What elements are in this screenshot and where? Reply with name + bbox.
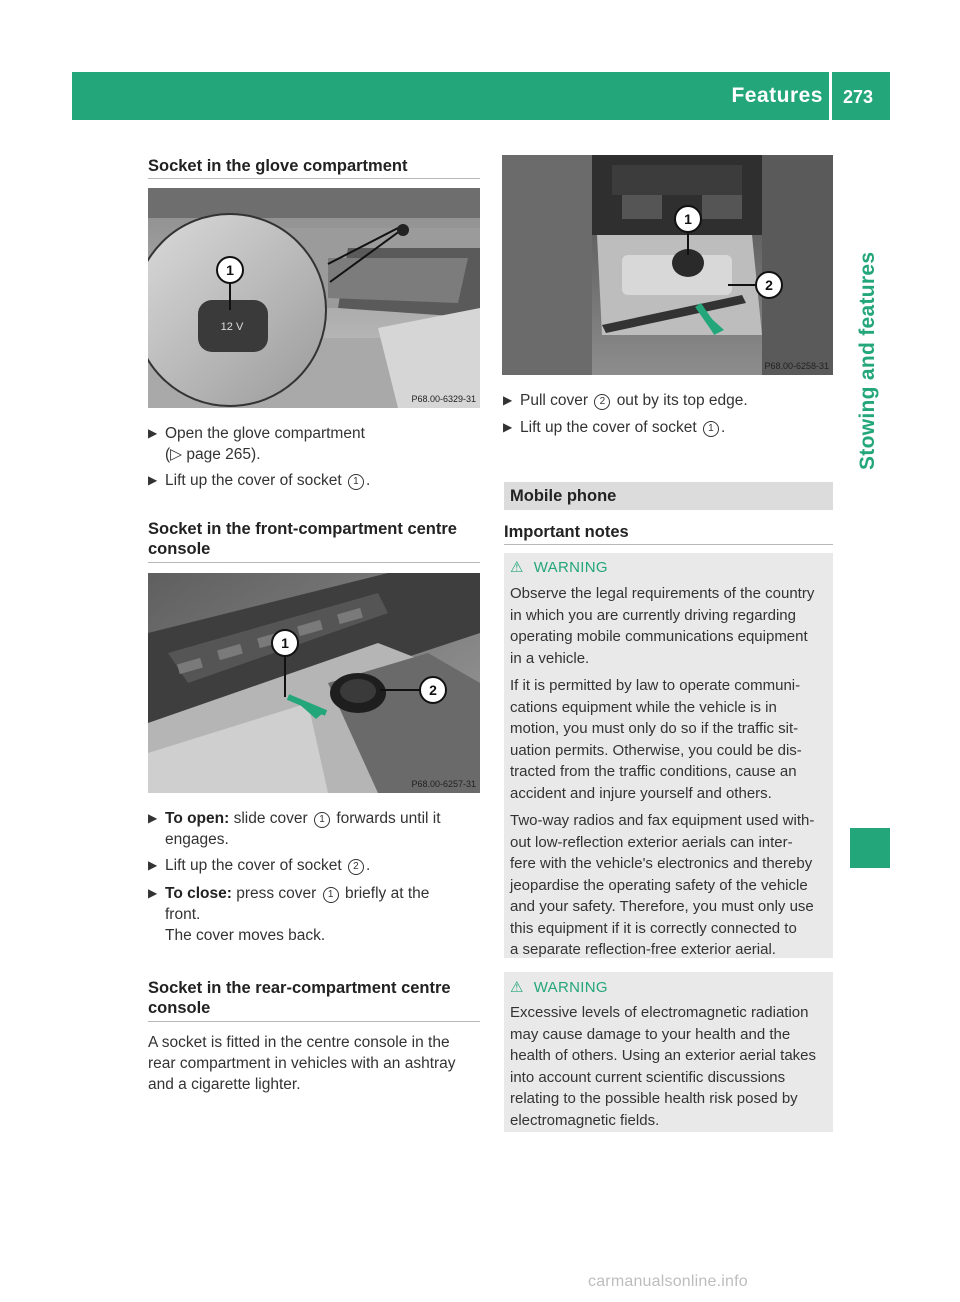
warning-line: health of others. Using an exterior aerial takes bbox=[510, 1047, 816, 1064]
warning-line: Excessive levels of electromagnetic radiation bbox=[510, 1004, 809, 1021]
warning-paragraph bbox=[510, 1002, 832, 1131]
page-number: 273 bbox=[843, 87, 874, 107]
warning-line: may cause damage to your health and the bbox=[510, 1025, 791, 1043]
step-text: front. bbox=[165, 906, 201, 923]
step-text: . bbox=[365, 472, 371, 489]
warning-line: into account current scientific discussions bbox=[510, 1068, 786, 1086]
warning-line: tracted from the traffic conditions, cause an bbox=[510, 763, 797, 780]
step-text: out by its top edge. bbox=[616, 392, 748, 409]
callout-1: 1 bbox=[226, 262, 234, 278]
side-tab-label: Stowing and features bbox=[856, 251, 879, 470]
step-arrow-icon: ▶ bbox=[148, 858, 158, 872]
footer-watermark: carmanualsonline.info bbox=[588, 1273, 748, 1290]
warning-text bbox=[510, 1002, 832, 1137]
warning-line: relating to the possible health risk posed by bbox=[510, 1090, 798, 1107]
step-text: Pull cover bbox=[520, 392, 589, 409]
heading-glove-socket: Socket in the glove compartment bbox=[148, 157, 408, 175]
photo-front-console bbox=[148, 573, 480, 793]
step-open-glove bbox=[148, 423, 485, 465]
paragraph-line: A socket is fitted in the centre console in the bbox=[148, 1034, 450, 1051]
callout-ref: 2 bbox=[348, 859, 364, 875]
warning-line: If it is permitted by law to operate communi- bbox=[510, 677, 801, 694]
step-text: Lift up the cover of socket bbox=[520, 419, 697, 436]
warning-line: in a vehicle. bbox=[510, 649, 590, 667]
step-arrow-icon: ▶ bbox=[148, 426, 158, 440]
warning-line: and your safety. Therefore, you must only use bbox=[510, 898, 814, 915]
warning-text bbox=[510, 583, 832, 967]
step-lift-rear-cover bbox=[503, 417, 840, 438]
paragraph-line: rear compartment in vehicles with an ashtray bbox=[148, 1055, 456, 1072]
divider bbox=[148, 178, 480, 179]
callout-2: 2 bbox=[765, 277, 773, 293]
step-text: Lift up the cover of socket bbox=[165, 857, 342, 874]
step-text: Lift up the cover of socket bbox=[165, 472, 342, 489]
heading-line: Socket in the front-compartment centre bbox=[148, 520, 457, 538]
callout-1: 1 bbox=[684, 211, 692, 227]
header-title: Features bbox=[731, 84, 823, 107]
callout-ref: 2 bbox=[594, 394, 610, 410]
photo-code: P68.00-6258-31 bbox=[764, 361, 829, 371]
step-arrow-icon: ▶ bbox=[148, 886, 158, 900]
side-tab bbox=[856, 251, 879, 490]
page-reference: (▷ page 265). bbox=[165, 446, 261, 463]
warning-line: uation permits. Otherwise, you could be dis- bbox=[510, 741, 802, 759]
section-title: Mobile phone bbox=[510, 487, 617, 505]
warning-line: fere with the vehicle's electronics and thereby bbox=[510, 855, 813, 872]
photo-code: P68.00-6257-31 bbox=[411, 779, 476, 789]
photo-rear-console bbox=[502, 155, 833, 375]
rear-socket-paragraph bbox=[148, 1032, 488, 1095]
step-text: . bbox=[365, 857, 371, 874]
header-separator bbox=[829, 72, 832, 120]
warning-line: out low-reflection exterior aerials can inter- bbox=[510, 833, 793, 851]
warning-line: Observe the legal requirements of the country bbox=[510, 585, 815, 602]
step-text: slide cover bbox=[233, 810, 308, 827]
step-arrow-icon: ▶ bbox=[503, 393, 513, 407]
callout-ref: 1 bbox=[703, 421, 719, 437]
step-arrow-icon: ▶ bbox=[148, 473, 158, 487]
callout-2: 2 bbox=[429, 682, 437, 698]
callout-ref: 1 bbox=[348, 474, 364, 490]
photo-glove-compartment bbox=[148, 188, 480, 408]
step-text: engages. bbox=[165, 831, 229, 848]
warning-line: accident and injure yourself and others. bbox=[510, 784, 772, 802]
callout-1: 1 bbox=[281, 635, 289, 651]
heading-line: Socket in the rear-compartment centre bbox=[148, 979, 451, 997]
step-arrow-icon: ▶ bbox=[148, 811, 158, 825]
warning-header bbox=[510, 558, 608, 576]
step-text: . bbox=[720, 419, 726, 436]
warning-line: operating mobile communications equipment bbox=[510, 628, 808, 645]
warning-paragraph-2 bbox=[510, 675, 832, 804]
step-keyword: To close: bbox=[165, 885, 232, 902]
warning-line: electromagnetic fields. bbox=[510, 1111, 660, 1129]
warning-line: Two-way radios and fax equipment used with- bbox=[510, 812, 815, 829]
divider bbox=[148, 562, 480, 563]
step-arrow-icon: ▶ bbox=[503, 420, 513, 434]
callout-ref: 1 bbox=[314, 812, 330, 828]
step-text: The cover moves back. bbox=[165, 927, 326, 944]
warning-triangle-icon: ⚠ bbox=[510, 979, 524, 996]
callout-ref: 1 bbox=[323, 887, 339, 903]
warning-line: a separate reflection-free exterior aerial. bbox=[510, 941, 776, 958]
step-lift-cover bbox=[148, 470, 485, 491]
step-lift-socket-cover bbox=[148, 855, 485, 876]
warning-label: WARNING bbox=[533, 979, 608, 996]
photo-code: P68.00-6329-31 bbox=[411, 394, 476, 404]
heading-line: console bbox=[148, 540, 211, 558]
warning-line: this equipment if it is correctly connected to bbox=[510, 919, 797, 937]
divider bbox=[148, 1021, 480, 1022]
step-text: Open the glove compartment bbox=[165, 425, 365, 442]
heading-line: console bbox=[148, 999, 211, 1017]
step-pull-cover bbox=[503, 390, 840, 411]
warning-line: cations equipment while the vehicle is in bbox=[510, 698, 777, 716]
side-tab-marker bbox=[850, 828, 890, 868]
step-text: briefly at the bbox=[344, 885, 430, 902]
warning-paragraph-1 bbox=[510, 583, 832, 669]
warning-line: jeopardise the operating safety of the vehicle bbox=[510, 876, 808, 894]
warning-line: in which you are currently driving regarding bbox=[510, 606, 796, 624]
warning-triangle-icon: ⚠ bbox=[510, 559, 524, 576]
heading-front-socket bbox=[148, 519, 488, 559]
socket-label-12v: 12 V bbox=[220, 321, 244, 333]
step-to-open bbox=[148, 808, 485, 850]
warning-header bbox=[510, 978, 608, 996]
step-keyword: To open: bbox=[165, 810, 230, 827]
step-text: press cover bbox=[236, 885, 317, 902]
step-text: forwards until it bbox=[336, 810, 441, 827]
step-to-close bbox=[148, 883, 485, 946]
paragraph-line: and a cigarette lighter. bbox=[148, 1076, 301, 1093]
warning-paragraph-3 bbox=[510, 810, 832, 961]
heading-rear-socket bbox=[148, 978, 488, 1018]
warning-line: motion, you must only do so if the traffic sit- bbox=[510, 720, 799, 737]
warning-label: WARNING bbox=[533, 559, 608, 576]
subheading-important-notes: Important notes bbox=[504, 523, 629, 541]
divider bbox=[504, 544, 833, 545]
